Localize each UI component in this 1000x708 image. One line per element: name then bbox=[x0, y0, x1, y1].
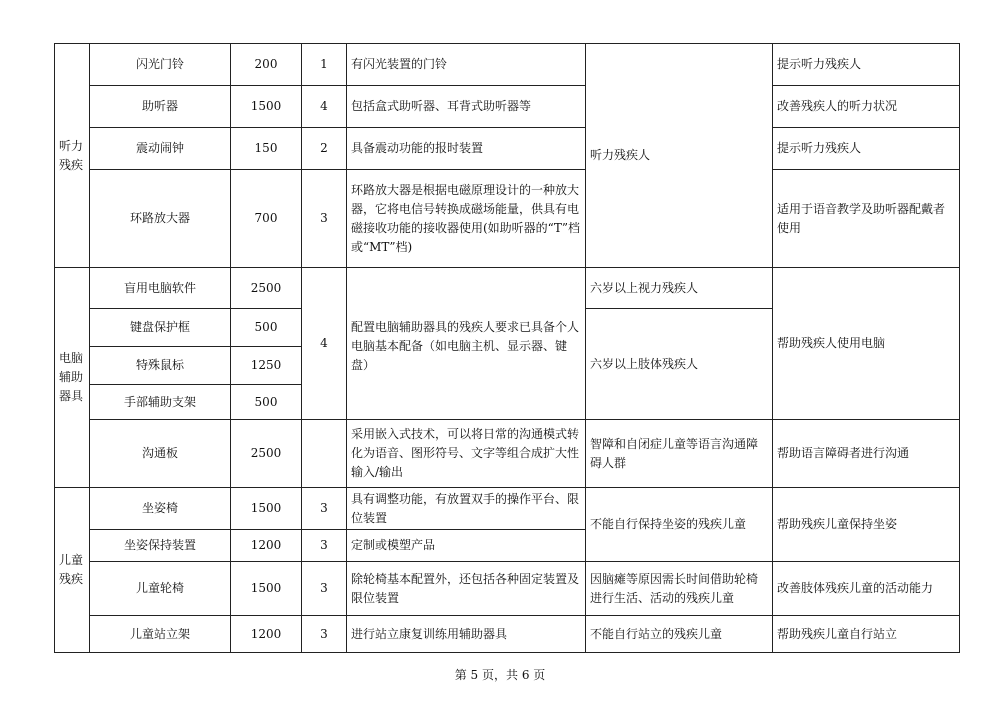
price-cell: 1250 bbox=[231, 347, 302, 385]
name-cell: 震动闹钟 bbox=[90, 128, 231, 170]
table-row bbox=[55, 170, 960, 268]
price-cell: 200 bbox=[231, 44, 302, 86]
qty-cell: 3 bbox=[302, 562, 347, 616]
empty-cell bbox=[302, 420, 347, 488]
qty-cell: 4 bbox=[302, 86, 347, 128]
name-cell: 闪光门铃 bbox=[90, 44, 231, 86]
name-cell: 坐姿保持装置 bbox=[90, 530, 231, 562]
qty-cell: 4 bbox=[302, 268, 347, 420]
table-row bbox=[55, 268, 960, 309]
table-row bbox=[55, 488, 960, 530]
use-cell: 提示听力残疾人 bbox=[773, 44, 960, 86]
target-cell: 不能自行保持坐姿的残疾儿童 bbox=[586, 488, 773, 562]
use-cell: 适用于语音教学及助听器配戴者使用 bbox=[773, 170, 960, 268]
use-cell: 改善肢体残疾儿童的活动能力 bbox=[773, 562, 960, 616]
qty-cell: 3 bbox=[302, 530, 347, 562]
name-cell: 特殊鼠标 bbox=[90, 347, 231, 385]
use-cell: 提示听力残疾人 bbox=[773, 128, 960, 170]
use-cell: 帮助残疾儿童保持坐姿 bbox=[773, 488, 960, 562]
price-cell: 700 bbox=[231, 170, 302, 268]
target-cell: 六岁以上视力残疾人 bbox=[586, 268, 773, 309]
qty-cell: 2 bbox=[302, 128, 347, 170]
desc-cell: 环路放大器是根据电磁原理设计的一种放大器，它将电信号转换成磁场能量，供具有电磁接收功能的接收器使用(如助听器的“T”档或“MT”档) bbox=[347, 170, 586, 268]
name-cell: 环路放大器 bbox=[90, 170, 231, 268]
price-cell: 500 bbox=[231, 385, 302, 420]
name-cell: 坐姿椅 bbox=[90, 488, 231, 530]
table-row bbox=[55, 86, 960, 128]
qty-cell: 3 bbox=[302, 616, 347, 653]
qty-cell: 3 bbox=[302, 488, 347, 530]
category-cell: 电脑 辅助 器具 bbox=[55, 268, 90, 488]
target-cell: 听力残疾人 bbox=[586, 44, 773, 268]
target-cell: 不能自行站立的残疾儿童 bbox=[586, 616, 773, 653]
device-table bbox=[54, 43, 960, 653]
target-cell: 智障和自闭症儿童等语言沟通障碍人群 bbox=[586, 420, 773, 488]
page-footer: 第 5 页，共 6 页 bbox=[454, 668, 546, 682]
desc-cell: 配置电脑辅助器具的残疾人要求已具备个人电脑基本配备（如电脑主机、显示器、键盘） bbox=[347, 268, 586, 420]
price-cell: 500 bbox=[231, 309, 302, 347]
desc-cell: 具备震动功能的报时装置 bbox=[347, 128, 586, 170]
desc-cell: 定制或模塑产品 bbox=[347, 530, 586, 562]
target-cell: 因脑瘫等原因需长时间借助轮椅进行生活、活动的残疾儿童 bbox=[586, 562, 773, 616]
use-cell: 帮助残疾儿童自行站立 bbox=[773, 616, 960, 653]
name-cell: 盲用电脑软件 bbox=[90, 268, 231, 309]
name-cell: 沟通板 bbox=[90, 420, 231, 488]
desc-cell: 进行站立康复训练用辅助器具 bbox=[347, 616, 586, 653]
qty-cell: 1 bbox=[302, 44, 347, 86]
desc-cell: 具有调整功能，有放置双手的操作平台、限位装置 bbox=[347, 488, 586, 530]
table-row bbox=[55, 562, 960, 616]
desc-cell: 除轮椅基本配置外，还包括各种固定装置及限位装置 bbox=[347, 562, 586, 616]
target-cell: 六岁以上肢体残疾人 bbox=[586, 309, 773, 420]
desc-cell: 采用嵌入式技术，可以将日常的沟通模式转化为语音、图形符号、文字等组合成扩大性输入/输出 bbox=[347, 420, 586, 488]
category-cell: 听力 残疾 bbox=[55, 44, 90, 268]
use-cell: 帮助语言障碍者进行沟通 bbox=[773, 420, 960, 488]
category-cell: 儿童 残疾 bbox=[55, 488, 90, 653]
price-cell: 2500 bbox=[231, 268, 302, 309]
price-cell: 1500 bbox=[231, 562, 302, 616]
name-cell: 手部辅助支架 bbox=[90, 385, 231, 420]
name-cell: 儿童轮椅 bbox=[90, 562, 231, 616]
price-cell: 1200 bbox=[231, 616, 302, 653]
table-row bbox=[55, 44, 960, 86]
desc-cell: 有闪光装置的门铃 bbox=[347, 44, 586, 86]
price-cell: 150 bbox=[231, 128, 302, 170]
name-cell: 键盘保护框 bbox=[90, 309, 231, 347]
table-row bbox=[55, 420, 960, 488]
qty-cell: 3 bbox=[302, 170, 347, 268]
desc-cell: 包括盒式助听器、耳背式助听器等 bbox=[347, 86, 586, 128]
price-cell: 1500 bbox=[231, 86, 302, 128]
table-row bbox=[55, 128, 960, 170]
use-cell: 帮助残疾人使用电脑 bbox=[773, 268, 960, 420]
name-cell: 儿童站立架 bbox=[90, 616, 231, 653]
price-cell: 2500 bbox=[231, 420, 302, 488]
price-cell: 1500 bbox=[231, 488, 302, 530]
name-cell: 助听器 bbox=[90, 86, 231, 128]
table-row bbox=[55, 616, 960, 653]
price-cell: 1200 bbox=[231, 530, 302, 562]
use-cell: 改善残疾人的听力状况 bbox=[773, 86, 960, 128]
